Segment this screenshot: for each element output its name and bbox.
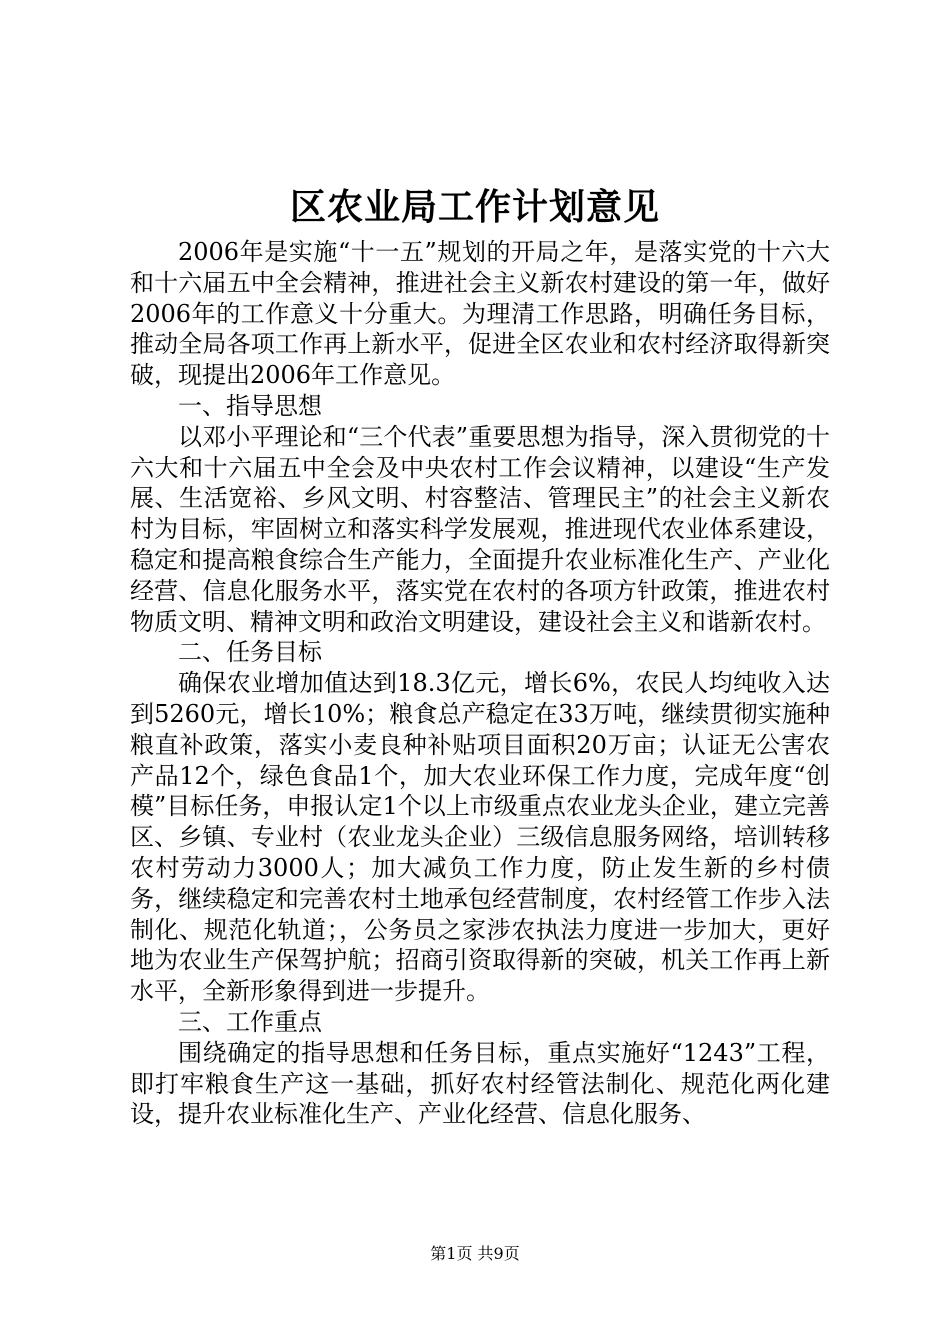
page-number-footer: 第1页 共9页 — [430, 1244, 520, 1263]
document-title: 区农业局工作计划意见 — [289, 186, 660, 228]
paragraph-task-goals: 确保农业增加值达到18.3亿元，增长6%，农民人均纯收入达到5260元，增长10%；粮食总产稳定在33万吨，继续贯彻实施种粮直补政策，落实小麦良种补贴项目面积20万亩；认证无公害农产品12个，绿色食品1个，加大农业环保工作力度，完成年度“创模”目标任务，申报认定1个以上市级重点农业龙头企业，建立完善区、乡镇、专业村（农业龙头企业）三级信息服务网络，培训转移农村劳动力3000人；加大减负工作力度，防止发生新的乡村债务，继续稳定和完善农村土地承包经营制度，农村经管工作步入法制化、规范化轨道；，公务员之家涉农执法力度进一步加大，更好地为农业生产保驾护航；招商引资取得新的突破，机关工作再上新水平，全新形象得到进一步提升。 — [130, 669, 830, 1006]
document-body — [130, 237, 830, 1130]
section-heading-guiding-thought: 一、指导思想 — [178, 391, 322, 420]
section-heading-task-goals: 二、任务目标 — [178, 638, 322, 667]
paragraph-guiding-thought: 以邓小平理论和“三个代表”重要思想为指导，深入贯彻党的十六大和十六届五中全会及中央农村工作会议精神，以建设“生产发展、生活宽裕、乡风文明、村容整洁、管理民主”的社会主义新农村为目标，牢固树立和落实科学发展观，推进现代农业体系建设，稳定和提高粮食综合生产能力，全面提升农业标准化生产、产业化经营、信息化服务水平，落实党在农村的各项方针政策，推进农村物质文明、精神文明和政治文明建设，建设社会主义和谐新农村。 — [130, 422, 830, 636]
paragraph-work-focus: 围绕确定的指导思想和任务目标，重点实施好“1243”工程，即打牢粮食生产这一基础，抓好农村经管法制化、规范化两化建设，提升农业标准化生产、产业化经营、信息化服务、 — [130, 1038, 830, 1129]
paragraph-intro: 2006年是实施“十一五”规划的开局之年，是落实党的十六大和十六届五中全会精神，推进社会主义新农村建设的第一年，做好2006年的工作意义十分重大。为理清工作思路，明确任务目标，推动全局各项工作再上新水平，促进全区农业和农村经济取得新突破，现提出2006年工作意见。 — [130, 238, 830, 390]
section-heading-work-focus: 三、工作重点 — [178, 1007, 322, 1036]
